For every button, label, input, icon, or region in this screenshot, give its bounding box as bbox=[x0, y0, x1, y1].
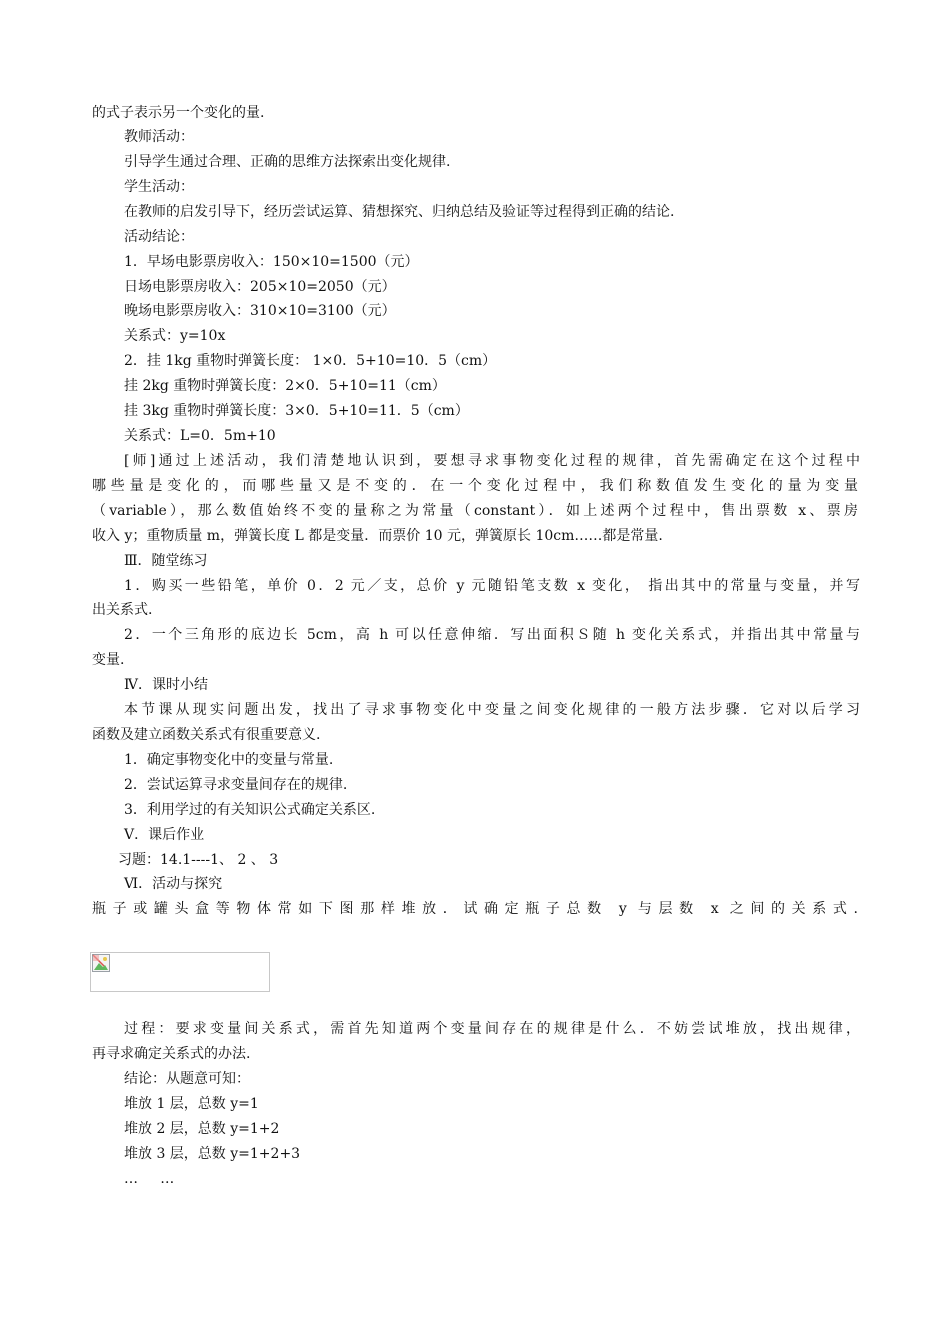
text-line: 本节课从现实问题出发，找出了寻求事物变化中变量之间变化规律的一般方法步骤．它对以后学习 bbox=[124, 702, 860, 718]
text-line: 关系式：L=0．5m+10 bbox=[124, 428, 276, 444]
text-line: 2．一个三角形的底边长 5cm，高 h 可以任意伸缩．写出面积Ｓ随 h 变化关系式，并指出其中常量与 bbox=[124, 627, 860, 643]
text-line: 2．挂 1kg 重物时弹簧长度： 1×0．5+10=10．5（cm） bbox=[124, 353, 497, 369]
text-line: 出关系式. bbox=[92, 602, 153, 618]
text-line: 结论：从题意可知： bbox=[124, 1071, 250, 1087]
text-line: 1．早场电影票房收入：150×10=1500（元） bbox=[124, 254, 419, 270]
text-line: 堆放 1 层，总数 y=1 bbox=[124, 1096, 259, 1112]
text-line: 堆放 2 层，总数 y=1+2 bbox=[124, 1121, 280, 1137]
text-line: 2．尝试运算寻求变量间存在的规律. bbox=[124, 777, 348, 793]
text-line: 挂 2kg 重物时弹簧长度：2×0．5+10=11（cm） bbox=[124, 378, 446, 394]
text-line: 函数及建立函数关系式有很重要意义. bbox=[92, 727, 321, 743]
text-line: 1．确定事物变化中的变量与常量. bbox=[124, 752, 334, 768]
text-line: 活动结论： bbox=[124, 229, 194, 245]
text-line: 教师活动： bbox=[124, 129, 194, 145]
text-line: 变量. bbox=[92, 652, 125, 668]
text-line: 在教师的启发引导下，经历尝试运算、猜想探究、归纳总结及验证等过程得到正确的结论. bbox=[124, 204, 675, 220]
text-line: 学生活动： bbox=[124, 179, 194, 195]
section-heading: Ⅵ．活动与探究 bbox=[124, 876, 223, 892]
text-line: 3．利用学过的有关知识公式确定关系区. bbox=[124, 802, 376, 818]
broken-image-icon bbox=[92, 954, 110, 972]
text-line: 哪些量是变化的，而哪些量又是不变的．在一个变化过程中，我们称数值发生变化的量为变量 bbox=[92, 478, 858, 494]
section-heading: Ⅴ．课后作业 bbox=[124, 827, 205, 843]
text-line: 挂 3kg 重物时弹簧长度：3×0．5+10=11．5（cm） bbox=[124, 403, 469, 419]
text-line: 瓶子或罐头盒等物体常如下图那样堆放．试确定瓶子总数 y 与层数 x 之间的关系式. bbox=[92, 901, 858, 917]
text-line: 的式子表示另一个变化的量. bbox=[92, 105, 265, 121]
text-line: 晚场电影票房收入：310×10=3100（元） bbox=[124, 303, 396, 319]
text-line: 日场电影票房收入：205×10=2050（元） bbox=[124, 279, 396, 295]
text-line: 收入 y；重物质量 m，弹簧长度 L 都是变量．而票价 10 元，弹簧原长 10cm……都是常量. bbox=[92, 528, 663, 544]
section-heading: Ⅲ．随堂练习 bbox=[124, 553, 208, 569]
text-line: 堆放 3 层，总数 y=1+2+3 bbox=[124, 1146, 301, 1162]
text-line: [师]通过上述活动，我们清楚地认识到，要想寻求事物变化过程的规律，首先需确定在这个过程中 bbox=[124, 453, 860, 469]
text-line: 1．购买一些铅笔，单价 0．2 元／支，总价 y 元随铅笔支数 x 变化， 指出其中的常量与变量，并写 bbox=[124, 578, 860, 594]
text-line: （variable），那么数值始终不变的量称之为常量（constant）．如上述两个过程中，售出票数 x、票房 bbox=[92, 503, 858, 519]
text-line: 再寻求确定关系式的办法. bbox=[92, 1046, 251, 1062]
image-placeholder bbox=[90, 952, 270, 992]
text-line: 引导学生通过合理、正确的思维方法探索出变化规律. bbox=[124, 154, 451, 170]
text-line: … … bbox=[124, 1171, 175, 1187]
text-line: 关系式：y=10x bbox=[124, 328, 226, 344]
text-line: 过程：要求变量间关系式，需首先知道两个变量间存在的规律是什么．不妨尝试堆放，找出规律， bbox=[124, 1021, 860, 1037]
section-heading: Ⅳ．课时小结 bbox=[124, 677, 208, 693]
text-line: 习题：14.1----1、 2 、 3 bbox=[118, 852, 279, 868]
